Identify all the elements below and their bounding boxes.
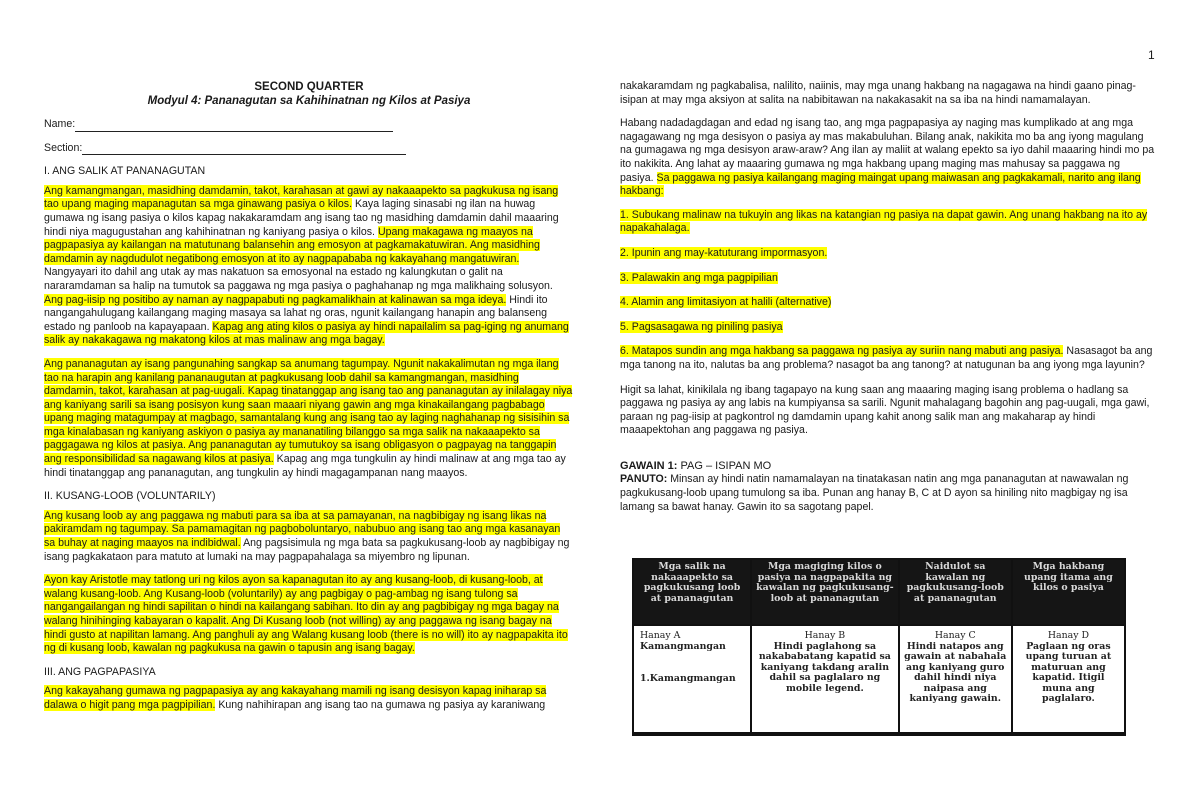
table-header-row [633,559,1125,625]
body-text: Ang pagsisimula ng mga bata sa pagkukusang-loob ay nagbibigay ng isang pagkakataon para matuto at lumaki na may pagpapahalaga sa miyembro ng lipunan. [44,537,570,563]
table-cell-d [1012,625,1125,733]
col-a-sample: Kamangmangan [640,640,726,652]
step-4 [620,296,1156,310]
section2-paragraph2 [44,574,574,656]
gawain-title: PAG – ISIPAN MO [677,459,772,472]
gawain-heading [620,460,1156,474]
section-field[interactable] [44,142,574,156]
highlighted-text: 3. Palawakin ang mga pagpipilian [620,271,778,284]
activity-table [632,558,1126,734]
section2-heading: II. KUSANG-LOOB (VOLUNTARILY) [44,490,216,503]
name-field[interactable] [44,118,574,132]
step-5 [620,321,1156,335]
col-d-sample: Paglaan ng oras upang turuan at maturuan ang kapatid. Itigil muna ang paglalaro. [1025,640,1112,704]
body-text: Kaya laging sinasabi ng ilan na huwag gumawa ng isang pasiya o kilos kapag nakakaramdam ang isang tao ng masidhing damdamin dahil maaaring hindi niya magugustahan ang kahihinatnan ng kaniyang pasiya o kilos. [44,198,559,238]
section-label: Section: [44,141,83,154]
step-1 [620,209,1156,236]
highlighted-text: 2. Ipunin ang may-katuturang impormasyon. [620,246,828,259]
highlighted-text: Kapag ang ating kilos o pasiya ay hindi napailalim sa pag-iging ng anumang salik ay nakakagawa ng makatong kilos at mas malinaw ang mga bagay. [44,320,569,347]
right-paragraph3: Higit sa lahat, kinikilala ng ibang tagapayo na kung saan ang maaaring maging isang problema o hadlang sa paggawa ng pasiya ay ang labis na kumpiyansa sa sarili. Ngunit mahalagang bagohin ang pag-uugali, mga gawi, paraan ng pag-iisip at pagkontrol ng damdamin upang kahit anong salik man ang makaharap ay hindi maaapektohan ang paggawa ng pasiya. [620,383,1150,437]
step-3 [620,272,1156,286]
body-text: Nangyayari ito dahil ang utak ay mas nakatuon sa emosyonal na estado ng kalungkutan o galit na nararamdaman sa halip na tumutok sa paggawa ng mga pasiya o paghahanap ng mga malikhaing solusyon. [44,266,553,292]
body-text: Hindi ito nangangahulugang kailangang maging masaya sa lahat ng oras, ngunit kailangang hanapin ang balanseng estado ng panloob na kapayapaan. [44,293,548,333]
highlighted-text: Ang pananagutan ay isang pangunahing sangkap sa anumang tagumpay. Ngunit nakakalimutan ng mga ilang tao na harapin ang kanilang pananaugutan at pagkukusang loob dahil sa kamangmangan, masidhing damdamin, takot, karahasan at pag-uugali. Kapag tinatanggap ang isang tao ang pananagutan ay inilalagay niya ang kaniyang sarili sa isang posisyon kung saan maaari niyang gawin ang mga kinakailangang pagbabago upang maging matagumpay at magbago, samantalang kung ang isang tao ay laging naghahanap ng sisisihin sa mga kinalabasan ng kaniyang askiyon o pasiya ay mananatiling bilanggo sa mga salik na nakaaapekto sa paggagawa ng kilos at pasiya. Ang pananagutan ay tumutukoy sa isang obligasyon o pagpayag na tanggapin ang responsibilidad sa nagawang kilos at pasiya. [44,357,573,466]
section1-paragraph2 [44,358,574,480]
table-cell-b [751,625,899,733]
right-paragraph2 [620,117,1156,199]
body-text: Nasasagot ba ang mga tanong na ito, nalutas ba ang problema? nasagot ba ang tanong? at natugunan ba ang iyong mga layunin? [620,345,1153,371]
col-c-sample: Hindi natapos ang gawain at nabahala ang kaniyang guro dahil hindi niya naipasa ang kaniyang gawain. [904,640,1007,704]
module-title: Modyul 4: Pananagutan sa Kahihinatnan ng Kilos at Pasiya [147,95,471,107]
right-column [620,80,1156,514]
row1-label: 1.Kamangmangan [640,673,736,684]
highlighted-text: 4. Alamin ang limitasiyon at halili (alternative) [620,296,832,309]
gawain-label: GAWAIN 1: [620,459,678,472]
table-header-cell: Mga salik na nakaaapekto sa pagkukusang loob at pananagutan [633,559,751,625]
quarter-title: SECOND QUARTER [254,81,364,93]
table-bottom-rule [632,734,1126,736]
highlighted-text: Ang kusang loob ay ang paggawa ng mabuti para sa iba at sa pamayanan, na nagbibigay ng isang likas na pakiramdam ng tagumpay. Sa pamamagitan ng pagboboluntaryo, nabubuo ang isang tao ang mga kasanayan sa buhay at naging maayos na indibidwal. [44,509,561,550]
section2-paragraph1 [44,510,574,564]
body-text: Kung nahihirapan ang isang tao na gumawa ng pasiya ay karaniwang [215,698,546,711]
table-header-cell: Naidulot sa kawalan ng pagkukusang-loob at pananagutan [899,559,1012,625]
highlighted-text: Sa paggawa ng pasiya kailangang maging maingat upang maiwasan ang pagkakamali, narito ang ilang hakbang: [620,171,1141,198]
section1-heading: I. ANG SALIK AT PANANAGUTAN [44,165,206,178]
section-line[interactable] [82,143,406,155]
col-b-label: Hanay B [804,630,846,641]
panuto [620,473,1156,514]
highlighted-text: Ang kakayahang gumawa ng pagpapasiya ay ang kakayahang mamili ng isang desisyon kapag iniharap sa dalawa o higit pang mga pagpipilian. [44,685,547,711]
panuto-text: Minsan ay hindi natin namamalayan na tinatakasan natin ang mga pananagutan at nawawalan ng pagkukusang-loob upang tumulong sa iba. Punan ang hanay B, C at D ayon sa hiniling nito magbigay ng isa lamang sa bawat hanay. Gawin ito sa sagotang papel. [620,473,1129,513]
panuto-label: PANUTO: [620,473,668,486]
highlighted-text: Ang kamangmangan, masidhing damdamin, takot, karahasan at gawi ay nakaaapekto sa pagkukusa ng isang tao upang maging mapanagutan sa mga ginawang pasiya o kilos. [44,184,559,211]
activity-table-image [632,558,1126,734]
left-column [44,80,574,723]
col-c-label: Hanay C [934,630,976,641]
step-6 [620,345,1156,372]
name-line[interactable] [75,120,393,132]
body-text: Habang nadadagdagan and edad ng isang tao, ang mga pagpapasiya ay naging mas kumplikado at ang mga nagagawang ng mga desisyon o pasiya ay mas makabuluhan. Bilang anak, nakikita mo ba ang iyong magulang na gumagawa ng mga desisyon araw-araw? Ang ilan ay maliit at walang epekto sa iyo dahil maaaring hindi mo pa ito nakikita. Ang lahat ay maaaring gumawa ng mga hakbang upang maging mas mahusay sa paggawa ng pasiya. [620,117,1155,184]
table-row [633,625,1125,733]
table-cell-a [633,625,751,733]
highlighted-text: Ayon kay Aristotle may tatlong uri ng kilos ayon sa kapanagutan ito ay ang kusang-loob, di kusang-loob, at walang kusang-loob. Ang Kusang-loob (voluntarily) ay ang pagbigay o pag-ambag ng isang tulong sa nangangailangan ng hindi sapilitan o hindi na kailangang sabihan. Ito din ay ang pagbibigay ng mga bagay na walang hinihinging kabayaran o kapalit. Ang Di Kusang loob (not willing) ay ang paggawa ng isang bagay na hindi gusto at napilitan lamang. Ang panghuli ay ang Walang kusang loob (there is no will) ito ay nagpapakita ito ng di kusang loob, kawalan ng pagkukusa na gawin o tapusin ang isang bagay. [44,574,568,655]
name-label: Name: [44,118,76,130]
section3-paragraph1 [44,685,574,712]
step-2 [620,247,1156,261]
section3-heading: III. ANG PAGPAPASIYA [44,665,156,678]
col-b-sample: Hindi paglahong sa nakababatang kapatid sa kaniyang takdang aralin dahil sa paglalaro ng mobile legend. [758,640,891,694]
highlighted-text: 6. Matapos sundin ang mga hakbang sa paggawa ng pasiya ay suriin nang mabuti ang pasiya. [620,345,1064,358]
col-a-label: Hanay A [640,630,681,641]
highlighted-text: Ang pag-iisip ng positibo ay naman ay nagpapabuti ng pagkamalikhain at kalinawan sa mga ideya. [44,293,507,306]
highlighted-text: Upang makagawa ng maayos na pagpapasiya ay kailangan na matutunang balansehin ang emosyon at pagkamakatuwiran. Ang masidhing damdamin ay nagdudulot negatibong emosyon at ito ay nagpapababa ng kakayahang mangatuwiran. [44,225,540,265]
table-header-cell: Mga hakbang upang itama ang kilos o pasiya [1012,559,1125,625]
page-number: 1 [1148,48,1155,62]
section1-paragraph1 [44,185,574,348]
body-text: Kapag ang mga tungkulin ay hindi malinaw at ang mga tao ay hindi tinatanggap ang pananagutan, ang tungkulin ay hindi magagampanan nang maayos. [44,453,566,479]
highlighted-text: 1. Subukang malinaw na tukuyin ang likas na katangian ng pasiya na dapat gawin. Ang unang hakbang na ito ay napakahalaga. [620,208,1148,235]
highlighted-text: 5. Pagsasagawa ng piniling pasiya [620,320,783,333]
table-cell-c [899,625,1012,733]
table-header-cell: Mga magiging kilos o pasiya na nagpapakita ng kawalan ng pagkukusang-loob at pananagutan [751,559,899,625]
col-d-label: Hanay D [1047,630,1089,641]
right-paragraph1: nakakaramdam ng pagkabalisa, nalilito, naiinis, may mga unang hakbang na nagagawa na hindi gaano pinag-isipan at may mga aksiyon at salita na nabibitawan na nakakasakit na sa iba na hindi namamalayan. [620,80,1136,106]
